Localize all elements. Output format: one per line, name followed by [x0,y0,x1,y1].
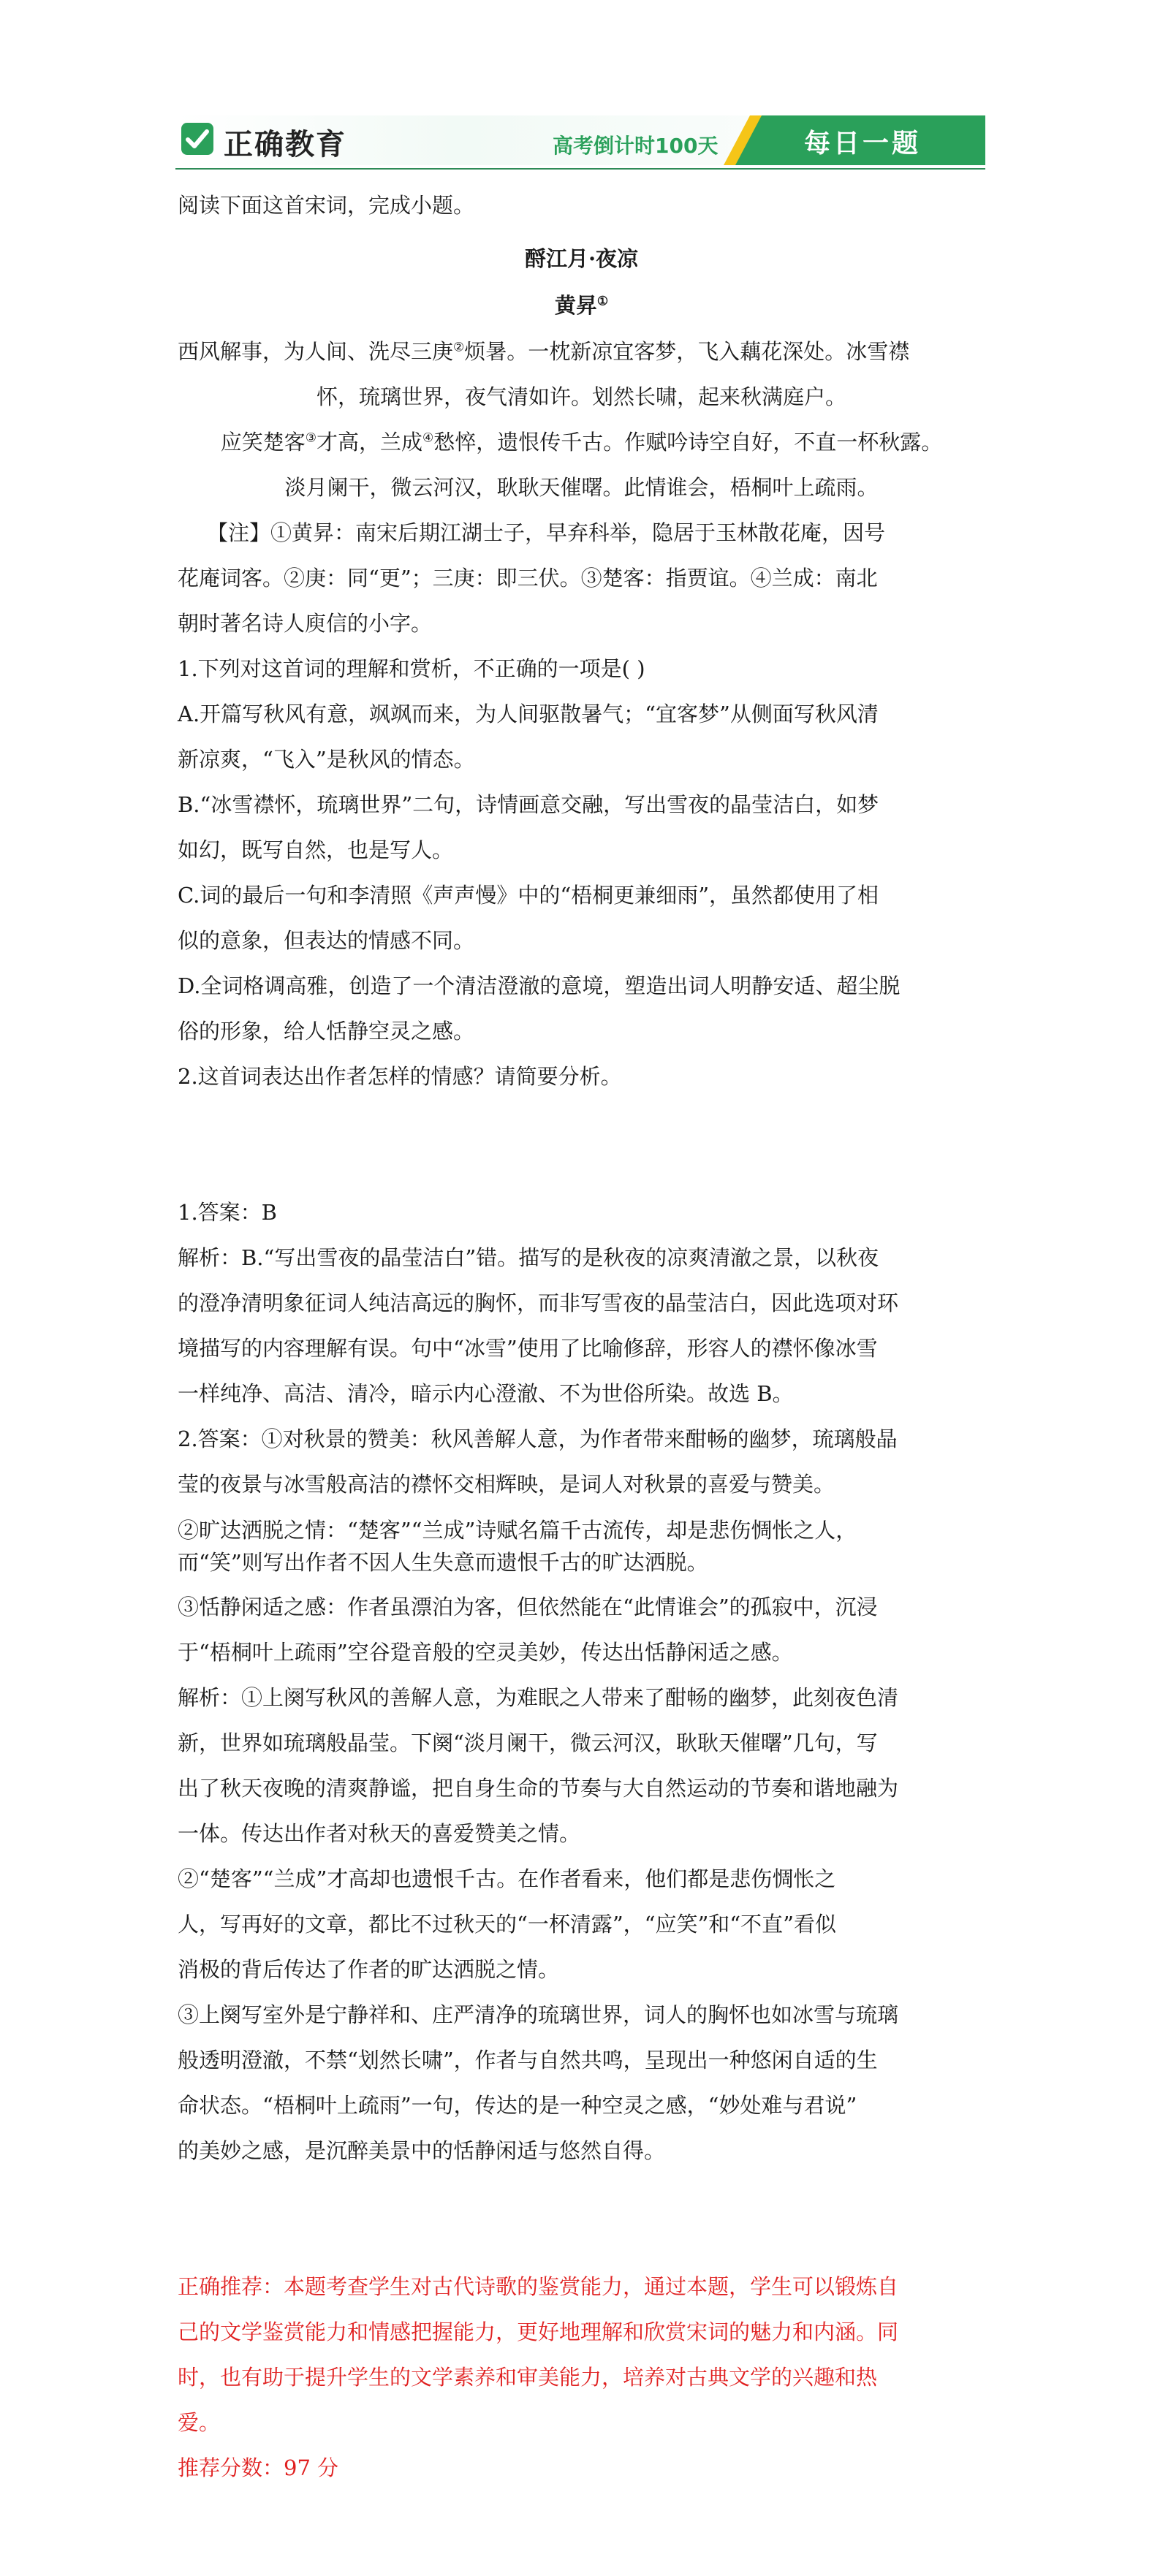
spacer [178,1099,985,1190]
answer-1: 1.答案：B [178,1200,277,1225]
note-line-1: 【注】①黄昇：南宋后期江湖士子，早弃科举，隐居于玉林散花庵，因号 [207,520,886,545]
check-logo-icon [181,123,213,155]
answer-2: 莹的夜景与冰雪般高洁的襟怀交相辉映，是词人对秋景的喜爱与赞美。 [178,1472,835,1497]
header-rule [175,168,985,170]
question-2-stem: 2.这首词表达出作者怎样的情感？请简要分析。 [178,1064,622,1089]
poem-line-2: 怀，琉璃世界，夜气清如许。划然长啸，起来秋满庭户。 [316,384,846,409]
answer-2-analysis: 般透明澄澈，不禁“划然长啸”，作者与自然共鸣，呈现出一种悠闲自适的生 [178,2048,878,2072]
daily-question-badge [724,115,985,165]
answer-2-analysis: 消极的背后传达了作者的旷达洒脱之情。 [178,1957,560,1982]
daily-question-label: 每日一题 [804,129,922,159]
brand-name: 正确教育 [224,128,346,162]
option-d: D.全词格调高雅，创造了一个清洁澄澈的意境，塑造出词人明静安适、超尘脱 [178,973,901,998]
recommendation: 己的文学鉴赏能力和情感把握能力，更好地理解和欣赏宋词的魅力和内涵。同 [178,2319,899,2344]
answer-2-analysis: 人，写再好的文章，都比不过秋天的“一杯清露”，“应笑”和“不直”看似 [178,1912,836,1937]
poem-line-4: 淡月阑干，微云河汉，耿耿天催曙。此情谁会，梧桐叶上疏雨。 [284,475,879,500]
poem-title: 酹江月·夜凉 [524,246,639,271]
answer-1-analysis: 的澄净清明象征词人纯洁高远的胸怀，而非写雪夜的晶莹洁白，因此选项对环 [178,1291,899,1315]
answer-2-analysis: 的美妙之感，是沉醉美景中的恬静闲适与悠然自得。 [178,2138,666,2163]
footnote-mark: ② [453,340,465,355]
spacer [178,2173,985,2264]
document-body [178,183,985,2490]
option-a: A.开篇写秋风有意，飒飒而来，为人间驱散暑气；“宜客梦”从侧面写秋风清 [178,702,879,726]
answer-1-analysis: 境描写的内容理解有误。句中“冰雪”使用了比喻修辞，形容人的襟怀像冰雪 [178,1336,878,1361]
question-1-stem: 1.下列对这首词的理解和赏析，不正确的一项是( ) [178,656,645,681]
note-line-3: 朝时著名诗人庾信的小字。 [178,611,433,636]
option-b-cont: 如幻，既写自然，也是写人。 [178,837,454,862]
answer-2-analysis: ②“楚客”“兰成”才高却也遗恨千古。在作者看来，他们都是悲伤惆怅之 [178,1866,836,1891]
answer-2-point-2: ②旷达洒脱之情：“楚客”“兰成”诗赋名篇千古流传，却是悲伤惆怅之人， [178,1518,857,1543]
footnote-mark: ③ [305,430,316,446]
answer-2-analysis: 一体。传达出作者对秋天的喜爱赞美之情。 [178,1821,581,1846]
answer-2-analysis: 出了秋天夜晚的清爽静谧，把自身生命的节奏与大自然运动的节奏和谐地融为 [178,1776,899,1801]
option-a-cont: 新凉爽，“飞入”是秋风的情态。 [178,747,475,772]
option-d-cont: 俗的形象，给人恬静空灵之感。 [178,1019,475,1044]
answer-2-point-3: ③恬静闲适之感：作者虽漂泊为客，但依然能在“此情谁会”的孤寂中，沉浸 [178,1595,878,1619]
option-c-cont: 似的意象，但表达的情感不同。 [178,928,475,953]
recommendation: 正确推荐：本题考查学生对古代诗歌的鉴赏能力，通过本题，学生可以锻炼自 [178,2274,899,2299]
poem-line-3: 应笑楚客③才高，兰成④愁悴，遗恨传千古。作赋吟诗空自好，不直一杯秋露。 [220,430,943,455]
instruction: 阅读下面这首宋词，完成小题。 [178,193,475,218]
recommend-score: 推荐分数：97 分 [178,2455,339,2480]
answer-2-analysis: 解析：①上阕写秋风的善解人意，为难眠之人带来了酣畅的幽梦，此刻夜色清 [178,1685,899,1710]
countdown-text: 高考倒计时100天 [553,134,719,158]
option-b: B.“冰雪襟怀，琉璃世界”二句，诗情画意交融，写出雪夜的晶莹洁白，如梦 [178,792,879,817]
header-banner [175,115,985,165]
poem-line-1: 西风解事，为人间、洗尽三庚②烦暑。一枕新凉宜客梦，飞入藕花深处。冰雪襟 [178,339,910,364]
answer-2: 2.答案：①对秋景的赞美：秋风善解人意，为作者带来酣畅的幽梦，琉璃般晶 [178,1426,898,1451]
answer-1-analysis: 一样纯净、高洁、清冷，暗示内心澄澈、不为世俗所染。故选 B。 [178,1381,794,1406]
answer-2-analysis: 新，世界如琉璃般晶莹。下阕“淡月阑干，微云河汉，耿耿天催曙”几句，写 [178,1730,878,1755]
recommendation: 时，也有助于提升学生的文学素养和审美能力，培养对古典文学的兴趣和热 [178,2365,878,2390]
recommendation: 爱。 [178,2410,221,2435]
author-footnote-mark: ① [596,294,609,309]
answer-2-point-3: 于“梧桐叶上疏雨”空谷跫音般的空灵美妙，传达出恬静闲适之感。 [178,1640,793,1665]
answer-1-analysis: 解析：B.“写出雪夜的晶莹洁白”错。描写的是秋夜的凉爽清澈之景，以秋夜 [178,1245,879,1270]
answer-2-analysis: 命状态。“梧桐叶上疏雨”一句，传达的是一种空灵之感，“妙处难与君说” [178,2093,857,2118]
answer-2-point-2: 而“笑”则写出作者不因人生失意而遗恨千古的旷达洒脱。 [178,1550,708,1575]
option-c: C.词的最后一句和李清照《声声慢》中的“梧桐更兼细雨”，虽然都使用了相 [178,883,879,908]
footnote-mark: ④ [422,430,434,446]
note-line-2: 花庵词客。②庚：同“更”；三庚：即三伏。③楚客：指贾谊。④兰成：南北 [178,566,878,590]
poem-author: 黄昇① [554,293,609,318]
answer-2-analysis: ③上阕写室外是宁静祥和、庄严清净的琉璃世界，词人的胸怀也如冰雪与琉璃 [178,2002,899,2027]
